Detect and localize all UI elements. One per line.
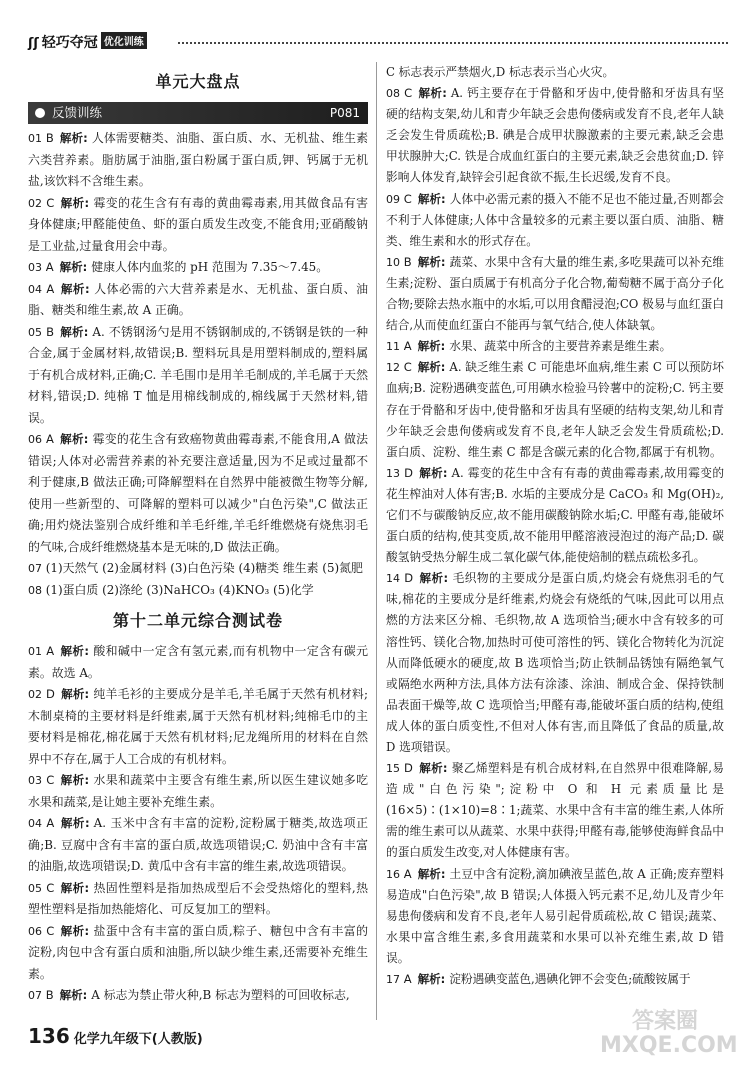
- question-number: 12: [386, 361, 400, 375]
- explanation-label: 解析:: [59, 131, 88, 145]
- answer-item: [28, 558, 368, 580]
- question-number: 08: [386, 87, 400, 101]
- answer-choice: A: [45, 260, 54, 274]
- page-number: 136: [28, 1024, 70, 1048]
- explanation-text: 土豆中含有淀粉,滴加碘液呈蓝色,故 A 正确;废弃塑料易造成"白色污染",故 B 错误;人体摄入钙元素不足,幼儿及青少年易患佝偻病和发育不良,老年人易引起骨质疏松,故 C 错误;蔬菜、水果中富含维生素,多食用蔬菜和水果可以补充维生素,故 D 错误。: [386, 866, 724, 965]
- explanation-text: 健康人体内血浆的 pH 范围为 7.35～7.45。: [91, 260, 329, 274]
- explanation-label: 解析:: [417, 972, 446, 987]
- answer-choice: B: [45, 131, 54, 145]
- answer-choice: A: [403, 866, 412, 881]
- answer-choice: D: [404, 571, 414, 586]
- explanation-text: A. 霉变的花生中含有有毒的黄曲霉毒素,故用霉变的花生榨油对人体有害;B. 水垢的主要成分是 CaCO₃ 和 Mg(OH)₂,它们不与碳酸钠反应,故不能用碳酸钠除水垢;C. 甲醛有毒,能破坏蛋白质的结构,使其变质,故不能用甲醛溶液浸泡过的海产品;D. 碳酸氢钠受热分解生成二氧化碳气体,能使焙制的糕点疏松多孔。: [386, 465, 725, 565]
- answer-item: [28, 580, 368, 602]
- answer-item: [28, 322, 368, 430]
- answer-item: [28, 921, 368, 986]
- answer-choice: D: [404, 761, 413, 776]
- explanation-text: A. 钙主要存在于骨骼和牙齿中,使骨骼和牙齿具有坚硬的结构支架,幼儿和青少年缺乏会患佝偻病或发育不良,老年人缺乏会发生骨质疏松;B. 碘是合成甲状腺激素的主要元素,缺乏会患甲状腺肿大;C. 铁是合成血红蛋白的主要元素,缺乏会患贫血;D. 锌影响人体发育,缺锌会引起食欲不振,生长迟缓,发育不良。: [386, 86, 724, 185]
- explanation-label: 解析:: [60, 923, 90, 938]
- answer-item: [28, 257, 368, 279]
- explanation-label: 解析:: [417, 339, 446, 354]
- banner-bullet-icon: [35, 108, 45, 118]
- answer-item: [386, 357, 724, 462]
- question-number: 06: [28, 924, 42, 938]
- explanation-label: 解析:: [60, 687, 90, 701]
- explanation-label: 解析:: [417, 254, 446, 269]
- answer-choice: C: [46, 880, 55, 895]
- question-number: 08: [28, 583, 42, 597]
- answer-choice: C: [46, 773, 55, 787]
- right-column: [386, 62, 724, 990]
- explanation-text: 聚乙烯塑料是有机合成材料,在自然界中很难降解,易造成"白色污染";淀粉中 O 和 H 元素质量比是(16×5)∶(1×10)=8∶1;蔬菜、水果中含有丰富的维生素,人体所需的维生素可以从蔬菜、水果中获得;甲醛有毒,能够使海鲜食品中的蛋白质发生改变,对人体健康有害。: [386, 761, 724, 860]
- answer-choice: C: [403, 191, 412, 206]
- question-number: 03: [28, 261, 42, 274]
- explanation-label: 解析:: [59, 988, 88, 1002]
- question-number: 14: [386, 572, 400, 586]
- page-footer: [28, 1024, 203, 1048]
- answer-item: [386, 83, 724, 188]
- explanation-label: 解析:: [418, 86, 447, 101]
- answer-item: [386, 252, 724, 336]
- question-number: 10: [386, 255, 400, 269]
- watermark-logo: [600, 1009, 738, 1058]
- answer-choice: C: [404, 86, 413, 101]
- question-number: 04: [28, 282, 42, 296]
- question-number: 07: [28, 989, 42, 1002]
- explanation-text: (1)天然气 (2)金属材料 (3)白色污染 (4)糖类 维生素 (5)氮肥: [45, 561, 363, 575]
- explanation-text: 蔬菜、水果中含有大量的维生素,多吃果蔬可以补充维生素;淀粉、蛋白质属于有机高分子化合物,葡萄糖不属于高分子化合物;要除去热水瓶中的水垢,可以用食醋浸泡;CO 极易与血红蛋白结合,从而使血红蛋白不能再与氧气结合,使人体缺氧。: [386, 254, 724, 333]
- answer-choice: B: [403, 254, 412, 269]
- answer-item: [28, 985, 368, 1007]
- question-number: 02: [28, 196, 42, 210]
- question-number: 01: [28, 132, 42, 145]
- answer-item: [28, 193, 368, 258]
- explanation-label: 解析:: [59, 324, 89, 339]
- explanation-text: A. 不锈钢汤勺是用不锈钢制成的,不锈钢是铁的一种合金,属于金属材料,故错误;B. 塑料玩具是用塑料制成的,塑料属于有机合成材料,正确;C. 羊毛围巾是用羊毛制成的,羊毛属于天然材料,错误;D. 纯棉 T 恤是用棉线制成的,棉线属于天然材料,错误。: [28, 324, 368, 425]
- left-column: [28, 62, 368, 1007]
- explanation-text: 盐蛋中含有丰富的蛋白质,粽子、糖包中含有丰富的淀粉,肉包中含有蛋白质和油脂,所以缺少维生素,还需要补充维生素。: [28, 923, 368, 981]
- question-number: 07: [28, 562, 42, 575]
- explanation-text: 淀粉遇碘变蓝色,遇碘化钾不会变色;硫酸铵属于: [449, 972, 691, 987]
- question-number: 02: [28, 688, 42, 701]
- book-title: 化学九年级下(人教版): [73, 1032, 203, 1047]
- banner-page-ref: P081: [329, 106, 360, 120]
- explanation-label: 解析:: [60, 773, 90, 787]
- explanation-label: 解析:: [418, 761, 448, 776]
- explanation-text: 热固性塑料是指加热成型后不会受热熔化的塑料,热塑性塑料是指加热能熔化、可反复加工的塑料。: [28, 880, 368, 916]
- column-divider: [376, 62, 377, 1020]
- answer-choice: D: [404, 465, 413, 480]
- banner-label: 反馈训练: [52, 105, 103, 120]
- answer-choice: A: [46, 281, 55, 296]
- answer-item: [28, 770, 368, 813]
- answer-choice: A: [46, 644, 55, 658]
- explanation-text: 纯羊毛衫的主要成分是羊毛,羊毛属于天然有机材料;木制桌椅的主要材料是纤维素,属于天然有机材料;纯棉毛巾的主要材料是棉花,棉花属于天然有机材料;尼龙绳所用的材料在自然界中不存在,属于人工合成的有机材料。: [28, 687, 368, 766]
- answer-choice: A: [403, 339, 412, 354]
- explanation-label: 解析:: [60, 644, 89, 658]
- explanation-label: 解析:: [60, 281, 90, 296]
- explanation-label: 解析:: [419, 571, 449, 586]
- explanation-text: (1)蛋白质 (2)涤纶 (3)NaHCO₃ (4)KNO₃ (5)化学: [45, 582, 314, 597]
- answer-choice: A: [46, 432, 54, 446]
- explanation-label: 解析:: [417, 360, 446, 375]
- logo-mark-icon: ʃʃ: [28, 36, 39, 51]
- answer-choice: A: [46, 816, 55, 830]
- question-number: 09: [386, 192, 400, 206]
- answer-choice: D: [46, 687, 55, 701]
- logo-subtitle: 优化训练: [101, 32, 147, 49]
- header-bar: [28, 30, 728, 52]
- brand-logo: [28, 32, 147, 52]
- logo-text: 轻巧夺冠: [41, 35, 98, 51]
- question-number: 13: [386, 466, 400, 480]
- explanation-text: A. 缺乏维生素 C 可能患坏血病,维生素 C 可以预防坏血病;B. 淀粉遇碘变蓝色,可用碘水检验马铃薯中的淀粉;C. 钙主要存在于骨骼和牙齿中,使骨骼和牙齿具有坚硬的结构支架,幼儿和青少年缺乏会患佝偻病或发育不良,老年人缺乏会发生骨质疏松;D. 蛋白质、淀粉、维生素 C 都是含碳元素的化合物,都属于有机物。: [386, 360, 724, 459]
- explanation-text: A 标志为禁止带火种,B 标志为塑料的可回收标志,: [91, 988, 350, 1002]
- answer-choice: C: [46, 923, 55, 938]
- explanation-text: 霉变的花生含有致癌物黄曲霉毒素,不能食用,A 做法错误;人体对必需营养素的补充要注意适量,因为不足或过量都不利于健康,B 做法正确;可降解塑料在自然界中能被微生物等分解,使用一些新型的、可降解的塑料可以减少"白色污染",C 做法正确;用灼烧法鉴别合成纤维和羊毛纤维,羊毛纤维燃烧有烧焦羽毛的气味,合成纤维燃烧基本是无味的,D 做法正确。: [28, 432, 368, 554]
- explanation-label: 解析:: [417, 866, 446, 881]
- section-title: 第十二单元综合测试卷: [112, 611, 283, 630]
- answer-item: [386, 758, 724, 863]
- explanation-label: 解析:: [60, 880, 90, 895]
- explanation-text: 水果、蔬菜中所含的主要营养素是维生素。: [449, 339, 672, 354]
- answer-item: [386, 969, 724, 990]
- answer-item: [386, 864, 724, 969]
- explanation-label: 解析:: [418, 465, 448, 480]
- question-number: 03: [28, 774, 42, 787]
- explanation-text: 人体需要糖类、油脂、蛋白质、水、无机盐、维生素六类营养素。脂肪属于油脂,蛋白粉属于蛋白质,钾、钙属于无机盐,该饮料不含维生素。: [28, 131, 368, 188]
- question-number: 05: [28, 881, 42, 895]
- header-dotted-rule: [178, 42, 728, 44]
- answer-choice: B: [45, 988, 54, 1002]
- answer-choice: C: [403, 360, 412, 375]
- answer-item: [386, 463, 724, 568]
- answer-item: [28, 813, 368, 878]
- answer-item: [28, 641, 368, 684]
- answer-continuation: C 标志表示严禁烟火,D 标志表示当心火灾。: [386, 65, 615, 79]
- explanation-text: A. 玉米中含有丰富的淀粉,淀粉属于糖类,故选项正确;B. 豆腐中含有丰富的蛋白质,故选项错误;C. 奶油中含有丰富的油脂,故选项错误;D. 黄瓜中含有丰富的维生素,故选项错误。: [28, 816, 368, 873]
- explanation-label: 解析:: [59, 432, 89, 446]
- explanation-text: 人体必需的六大营养素是水、无机盐、蛋白质、油脂、糖类和维生素,故 A 正确。: [28, 281, 369, 317]
- question-number: 06: [28, 433, 42, 446]
- answer-choice: C: [46, 195, 55, 210]
- answer-item: [28, 878, 368, 921]
- explanation-text: 毛织物的主要成分是蛋白质,灼烧会有烧焦羽毛的气味,棉花的主要成分是纤维素,灼烧会有烧纸的气味,因此可以用点燃的方法来区分棉、毛织物,故 A 选项恰当;硬水中含有较多的可溶性钙、镁化合物,加热时可使可溶性的钙、镁化合物转化为沉淀从而降低硬水的硬度,故 B 选项恰当;防止铁制品锈蚀有隔绝氧气或隔绝水两种方法,具体方法有涂漆、涂油、制成合金、保持铁制品表面干燥等,故 C 选项恰当;甲醛有毒,能破坏蛋白质的结构,使组成人体的蛋白质变性,不但对人体有害,而且降低了食品的质量,故 D 选项错误。: [386, 571, 724, 754]
- explanation-label: 解析:: [417, 191, 446, 206]
- answer-item: [28, 279, 368, 322]
- explanation-label: 解析:: [60, 816, 90, 830]
- explanation-text: 人体中必需元素的摄入不能不足也不能过量,否则都会不利于人体健康;人体中含量较多的元素主要以蛋白质、油脂、糖类、维生素和水的形式存在。: [386, 191, 724, 248]
- question-number: 16: [386, 867, 400, 881]
- question-number: 11: [386, 340, 400, 354]
- answer-choice: B: [46, 324, 54, 339]
- explanation-text: 霉变的花生含有有毒的黄曲霉毒素,用其做食品有害身体健康;甲醛能使鱼、虾的蛋白质发生改变,不能食用;亚硝酸钠是工业盐,过量食用会中毒。: [28, 195, 368, 253]
- question-number: 15: [386, 762, 400, 776]
- watermark-line2: MXQE.COM: [600, 1033, 738, 1058]
- explanation-text: 水果和蔬菜中主要含有维生素,所以医生建议她多吃水果和蔬菜,是让她主要补充维生素。: [28, 773, 368, 809]
- answer-item: [386, 568, 724, 758]
- watermark-line1: 答案圈: [631, 1009, 698, 1034]
- answer-item: [386, 336, 724, 357]
- explanation-text: 酸和碱中一定含有氢元素,而有机物中一定含有碳元素。故选 A。: [28, 644, 369, 680]
- explanation-label: 解析:: [60, 195, 90, 210]
- question-number: 17: [386, 973, 400, 987]
- answer-item: [28, 684, 368, 770]
- answer-item: [386, 189, 724, 252]
- explanation-label: 解析:: [59, 260, 88, 274]
- section-title: 单元大盘点: [155, 72, 241, 91]
- feedback-banner: [28, 102, 368, 124]
- question-number: 05: [28, 325, 42, 339]
- answer-item: [28, 128, 368, 193]
- question-number: 04: [28, 817, 42, 830]
- question-number: 01: [28, 645, 42, 658]
- answer-item: [28, 429, 368, 558]
- answer-choice: A: [403, 972, 412, 987]
